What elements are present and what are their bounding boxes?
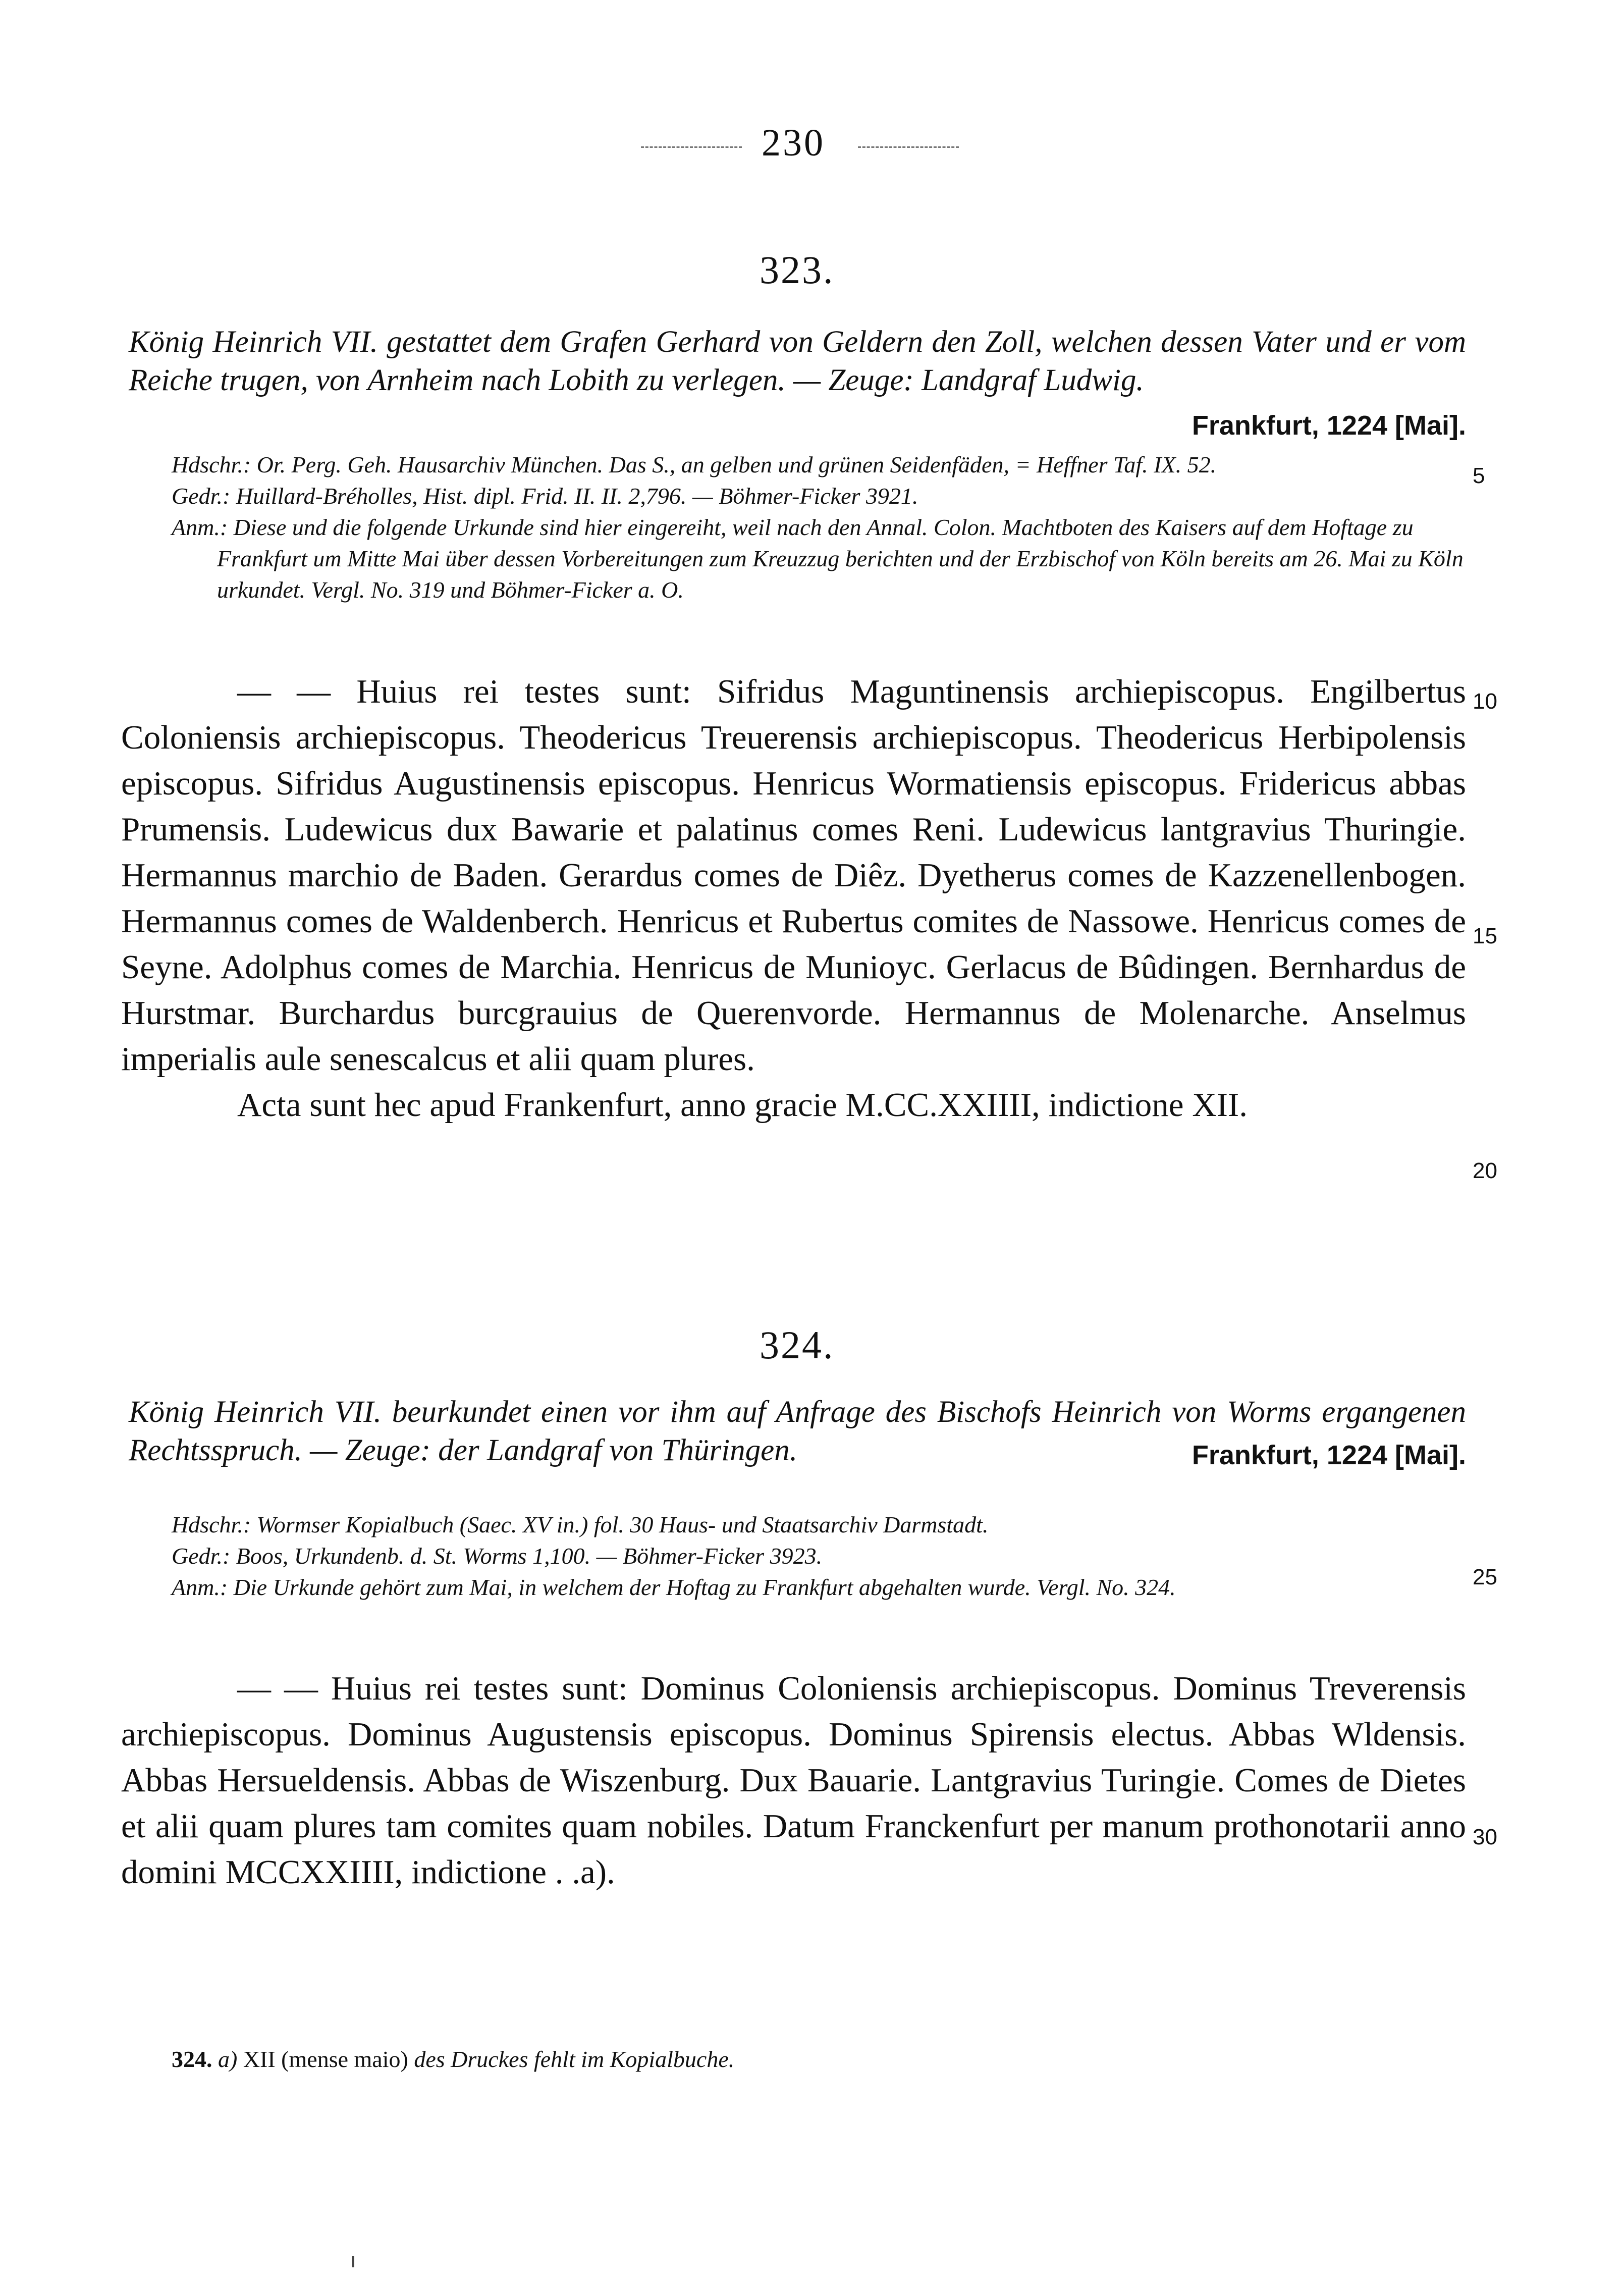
body-text-324 (121, 1666, 1466, 1895)
notes-323 (172, 449, 1464, 606)
footnote-roman: XII (mense maio) (243, 2046, 408, 2072)
note-gedr-323: Gedr.: Huillard-Bréholles, Hist. dipl. Frid. II. II. 2,796. — Böhmer-Ficker 3921. (172, 483, 918, 509)
line-number-20: 20 (1473, 1158, 1497, 1183)
body-text-323 (121, 669, 1466, 1128)
line-number-5: 5 (1473, 463, 1485, 488)
place-date-323: Frankfurt, 1224 [Mai]. (1192, 410, 1466, 441)
witness-list-323: — — Huius rei testes sunt: Sifridus Maguntinensis archiepiscopus. Engilbertus Coloniensis archiepiscopus. Theodericus Treuerensis archiepiscopus. Theodericus Herbipolensis episcopus. Sifridus Augustinensis episcopus. Henricus Wormatiensis episcopus. Fridericus abbas Prumensis. Ludewicus dux Bawarie et palatinus comes Reni. Ludewicus lantgravius Thuringie. Hermannus marchio de Baden. Gerardus comes de Diêz. Dyetherus comes de Kazzenellenbogen. Hermannus comes de Waldenberch. Henricus et Rubertus comites de Nassowe. Henricus comes de Seyne. Adolphus comes de Marchia. Henricus de Munioyc. Gerlacus de Bûdingen. Bernhardus de Hurstmar. Burchardus burcgrauius de Querenvorde. Hermannus de Molenarche. Anselmus imperialis aule senescalcus et alii quam plures. (121, 673, 1466, 1078)
header-rule-left (641, 146, 742, 148)
line-number-25: 25 (1473, 1565, 1497, 1589)
note-hdschr-323: Hdschr.: Or. Perg. Geh. Hausarchiv München. Das S., an gelben und grünen Seidenfäden, = Heffner Taf. IX. 52. (172, 452, 1217, 477)
line-number-30: 30 (1473, 1825, 1497, 1849)
note-anm-324: Anm.: Die Urkunde gehört zum Mai, in welchem der Hoftag zu Frankfurt abgehalten wurde. Vergl. No. 324. (172, 1574, 1176, 1600)
place-date-324: Frankfurt, 1224 [Mai]. (1192, 1440, 1466, 1470)
line-number-10: 10 (1473, 689, 1497, 714)
document-number-324: 324. (760, 1323, 835, 1367)
witness-list-324: — — Huius rei testes sunt: Dominus Coloniensis archiepiscopus. Dominus Treverensis archiepiscopus. Dominus Augustensis episcopus. Dominus Spirensis electus. Abbas Wldensis. Abbas Hersueldensis. Abbas de Wiszenburg. Dux Bauarie. Lantgravius Turingie. Comes de Dietes et alii quam plures tam comites quam nobiles. Datum Franckenfurt per manum prothonotarii anno domini MCCXXIIII, indictione . .a). (121, 1670, 1466, 1891)
note-gedr-324: Gedr.: Boos, Urkundenb. d. St. Worms 1,100. — Böhmer-Ficker 3923. (172, 1543, 823, 1569)
page-number: 230 (762, 122, 825, 164)
footnote (172, 2044, 1464, 2075)
footnote-text: des Druckes fehlt im Kopialbuche. (414, 2046, 735, 2072)
footnote-ref: 324. (172, 2046, 212, 2072)
dating-clause-323: Acta sunt hec apud Frankenfurt, anno gracie M.CC.XXIIII, indictione XII. (237, 1086, 1248, 1124)
regest-324: König Heinrich VII. beurkundet einen vor ihm auf Anfrage des Bischofs Heinrich von Worms ergangenen Rechtsspruch. — Zeuge: der Landgraf von Thüringen. (129, 1395, 1466, 1467)
footnote-marker: a) (218, 2046, 238, 2072)
notes-324 (172, 1509, 1464, 1603)
print-speck (352, 2256, 354, 2267)
note-hdschr-324: Hdschr.: Wormser Kopialbuch (Saec. XV in.) fol. 30 Haus- und Staatsarchiv Darmstadt. (172, 1512, 989, 1537)
line-number-15: 15 (1473, 924, 1497, 948)
regest-323: König Heinrich VII. gestattet dem Grafen Gerhard von Geldern den Zoll, welchen dessen Vater und er vom Reiche trugen, von Arnheim nach Lobith zu verlegen. — Zeuge: Landgraf Ludwig. (129, 325, 1466, 397)
note-anm-323: Anm.: Diese und die folgende Urkunde sind hier eingereiht, weil nach den Annal. Colon. Machtboten des Kaisers auf dem Hoftage zu Frankfurt um Mitte Mai über dessen Vorbereitungen zum Kreuzzug berichten und der Erzbischof von Köln bereits am 26. Mai zu Köln urkundet. Vergl. No. 319 und Böhmer-Ficker a. O. (172, 514, 1464, 603)
header-rule-right (858, 146, 959, 148)
document-number-323: 323. (760, 248, 835, 292)
